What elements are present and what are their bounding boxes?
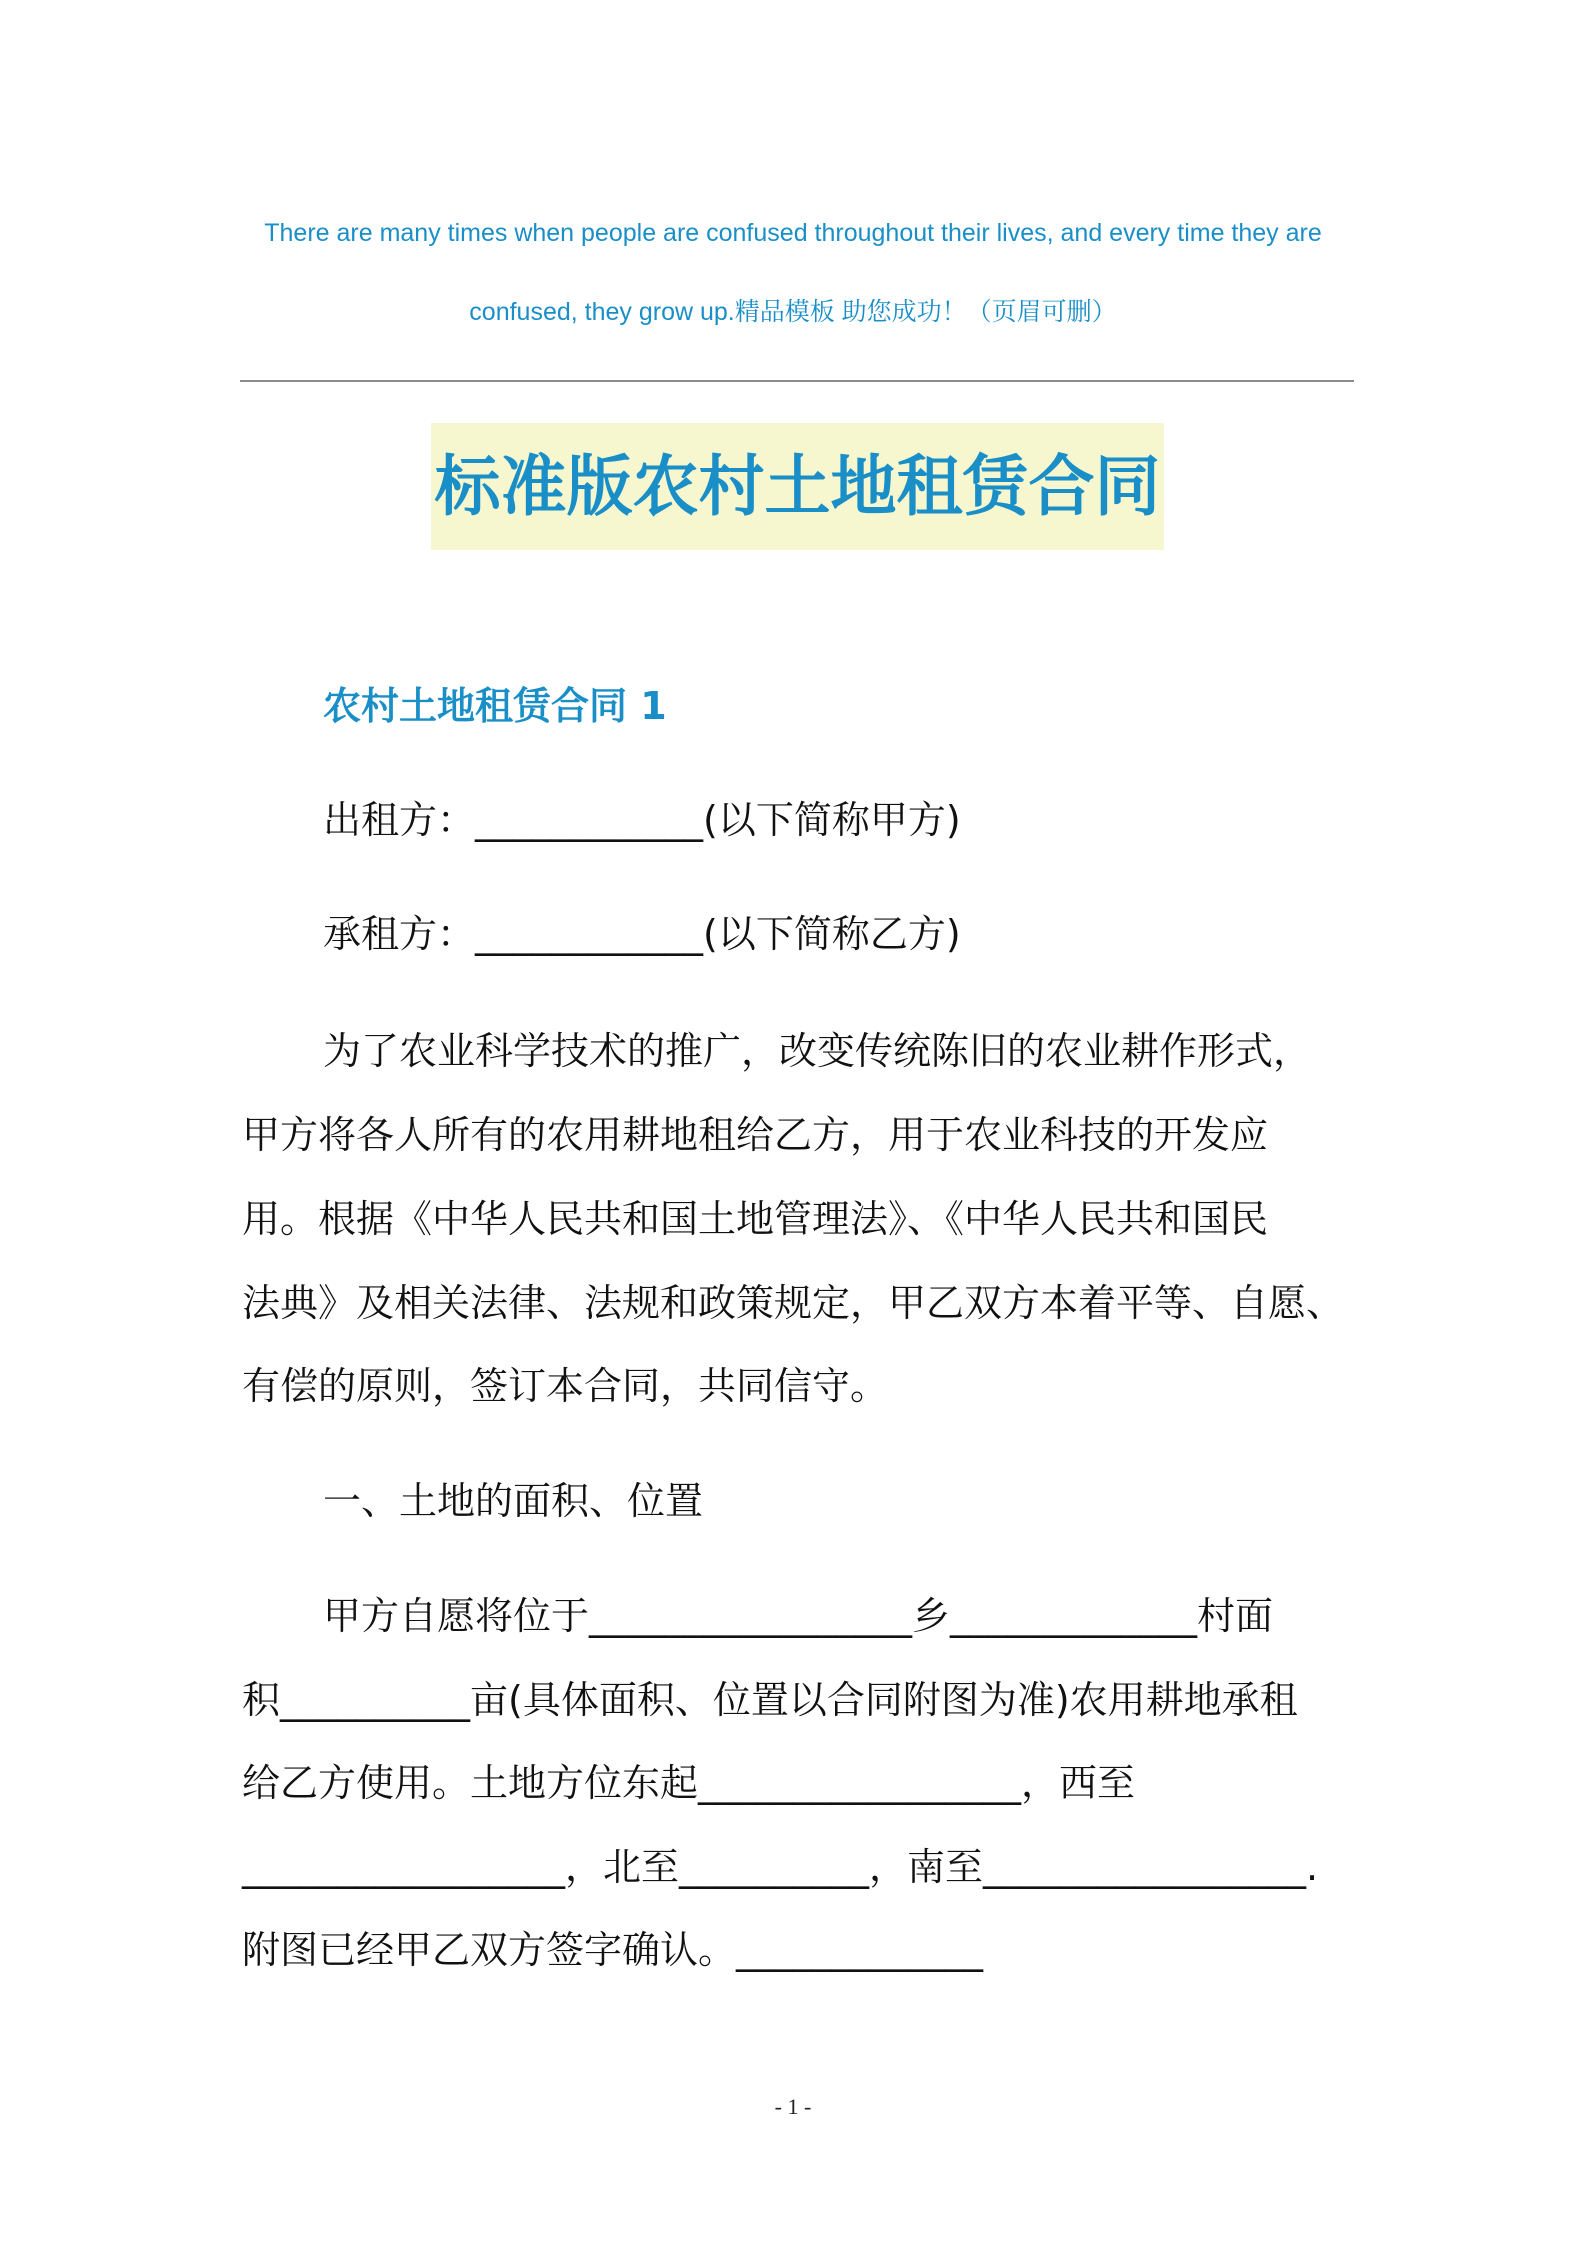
- preamble-line: 法典》及相关法律、法规和政策规定，甲乙双方本着平等、自愿、: [242, 1281, 1345, 1325]
- section-body-line: 给乙方使用。土地方位东起_________________，西至: [242, 1761, 1136, 1805]
- section-body-line: 积__________亩(具体面积、位置以合同附图为准)农用耕地承租: [242, 1678, 1298, 1722]
- preamble-line: 甲方将各人所有的农用耕地租给乙方，用于农业科技的开发应: [242, 1113, 1269, 1157]
- lessee-line: 承租方：____________(以下简称乙方): [323, 912, 961, 956]
- document-title: 标准版农村土地租赁合同: [434, 448, 1161, 525]
- section-body-line: 甲方自愿将位于_________________乡_____________村面: [323, 1594, 1274, 1638]
- section-body-line: _________________，北至__________，南至_________________.: [242, 1845, 1319, 1889]
- contract-subtitle: 农村土地租赁合同 1: [323, 684, 667, 728]
- preamble-line: 有偿的原则，签订本合同，共同信守。: [242, 1364, 889, 1408]
- page-header-line-2: confused, they grow up.精品模板 助您成功！（页眉可删）: [469, 298, 1117, 326]
- header-divider: [240, 380, 1354, 382]
- preamble-line: 为了农业科学技术的推广，改变传统陈旧的农业耕作形式，: [323, 1029, 1312, 1073]
- preamble-line: 用。根据《中华人民共和国土地管理法》、《中华人民共和国民: [242, 1197, 1269, 1241]
- lessor-line: 出租方：____________(以下简称甲方): [323, 798, 961, 842]
- section-body-line: 附图已经甲乙双方签字确认。_____________: [242, 1928, 984, 1972]
- section-heading: 一、土地的面积、位置: [323, 1479, 704, 1523]
- page-header-line-1: There are many times when people are confused throughout their lives, and every time they are: [264, 219, 1322, 247]
- page-number: - 1 -: [774, 2094, 812, 2119]
